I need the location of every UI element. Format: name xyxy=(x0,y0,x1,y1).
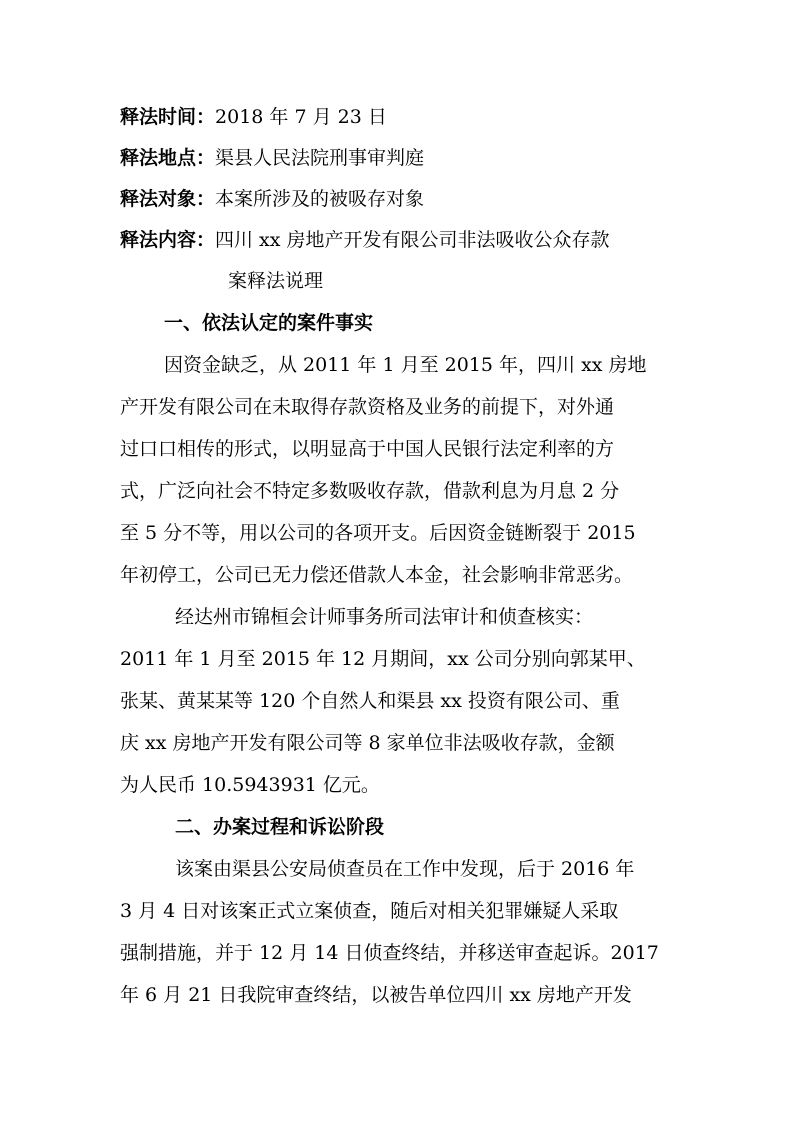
meta-place-value: 渠县人民法院刑事审判庭 xyxy=(215,147,425,169)
meta-content xyxy=(120,231,610,250)
meta-content-label: 释法内容： xyxy=(120,229,216,251)
meta-object-label: 释法对象： xyxy=(120,188,216,210)
section2-p1-line: 强制措施，并于 12 月 14 日侦查终结，并移送审查起诉。2017 xyxy=(120,942,659,964)
section2-heading: 二、办案过程和诉讼阶段 xyxy=(175,816,385,838)
section1-p1-line: 至 5 分不等，用以公司的各项开支。后因资金链断裂于 2015 xyxy=(120,522,636,544)
meta-content-continued: 案释法说理 xyxy=(228,270,324,292)
section1-p2-line: 经达州市锦桓会计师事务所司法审计和侦查核实： xyxy=(175,606,594,628)
section1-p1-line: 因资金缺乏，从 2011 年 1 月至 2015 年，四川 xx 房地 xyxy=(164,354,647,376)
section2-p1-line: 该案由渠县公安局侦查员在工作中发现，后于 2016 年 xyxy=(175,858,635,880)
section1-p1-line: 年初停工，公司已无力偿还借款人本金，社会影响非常恶劣。 xyxy=(120,564,634,586)
meta-content-value: 四川 xx 房地产开发有限公司非法吸收公众存款 xyxy=(215,229,610,251)
section1-p1-line: 式，广泛向社会不特定多数吸收存款，借款利息为月息 2 分 xyxy=(120,480,620,502)
meta-place-label: 释法地点： xyxy=(120,147,216,169)
meta-object xyxy=(120,190,424,209)
section1-p1-line: 过口口相传的形式，以明显高于中国人民银行法定利率的方 xyxy=(120,438,615,460)
section1-heading: 一、依法认定的案件事实 xyxy=(164,312,374,334)
meta-place xyxy=(120,149,424,168)
meta-object-value: 本案所涉及的被吸存对象 xyxy=(215,188,425,210)
meta-time-value: 2018 年 7 月 23 日 xyxy=(215,106,387,128)
section1-p2-line: 2011 年 1 月至 2015 年 12 月期间，xx 公司分别向郭某甲、 xyxy=(120,648,646,670)
section1-p2-line: 为人民币 10.5943931 亿元。 xyxy=(120,774,380,796)
section2-p1-line: 年 6 月 21 日我院审查终结，以被告单位四川 xx 房地产开发 xyxy=(120,984,632,1006)
meta-time-label: 释法时间： xyxy=(120,106,216,128)
section2-p1-line: 3 月 4 日对该案正式立案侦查，随后对相关犯罪嫌疑人采取 xyxy=(120,900,619,922)
meta-time xyxy=(120,108,387,127)
section1-p2-line: 张某、黄某某等 120 个自然人和渠县 xx 投资有限公司、重 xyxy=(120,690,620,712)
section1-p2-line: 庆 xx 房地产开发有限公司等 8 家单位非法吸收存款，金额 xyxy=(120,732,615,754)
section1-p1-line: 产开发有限公司在未取得存款资格及业务的前提下，对外通 xyxy=(120,396,615,418)
